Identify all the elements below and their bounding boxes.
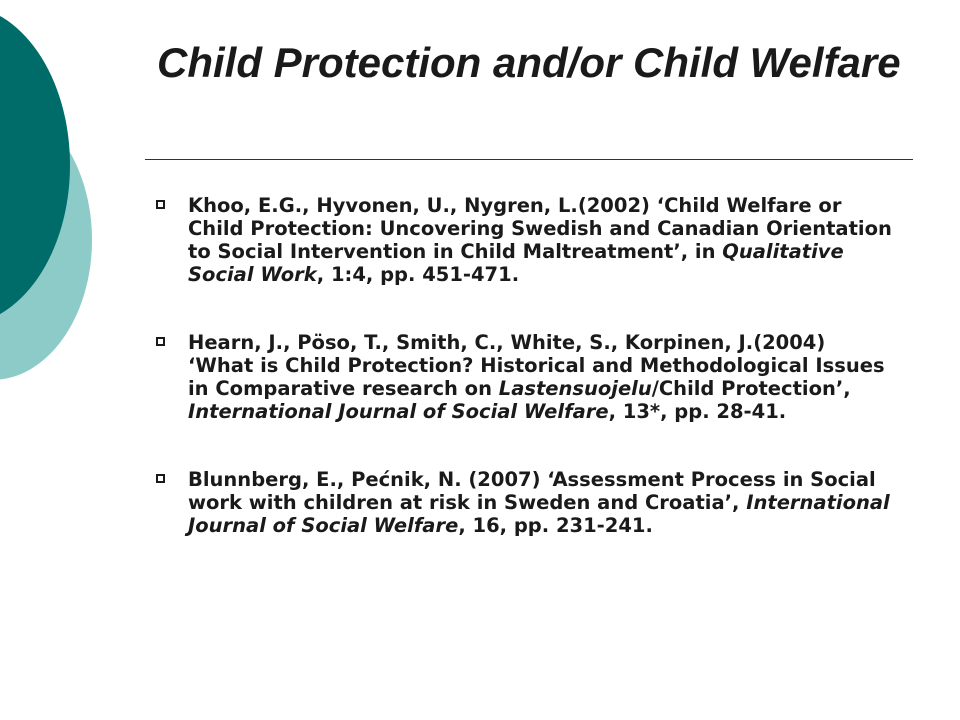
decorative-circles: [0, 0, 120, 400]
title-divider: [145, 159, 913, 160]
journal-title: International Journal of Social Welfare: [188, 491, 890, 537]
slide-title: Child Protection and/or Child Welfare: [157, 39, 901, 86]
reference-list: [156, 194, 896, 537]
journal-title: Qualitative Social Work: [188, 240, 844, 286]
journal-title: International Journal of Social Welfare: [188, 400, 609, 423]
hollow-square-icon: [156, 200, 165, 209]
reference-item: [156, 468, 896, 537]
reference-item: [156, 194, 896, 286]
hollow-square-icon: [156, 474, 165, 483]
reference-text: Blunnberg, E., Pećnik, N. (2007) ‘Assessment Process in Social work with children at risk in Sweden and Croatia’, International Journal of Social Welfare, 16, pp. 231-241.: [188, 468, 890, 537]
reference-text: Khoo, E.G., Hyvonen, U., Nygren, L.(2002) ‘Child Welfare or Child Protection: Uncovering Swedish and Canadian Orientation to Social Intervention in Child Maltreatment’, in Qualitative Social Work, 1:4, pp. 451-471.: [188, 194, 892, 286]
hollow-square-icon: [156, 337, 165, 346]
reference-item: [156, 331, 896, 423]
reference-text: Hearn, J., Pöso, T., Smith, C., White, S., Korpinen, J.(2004) ‘What is Child Protection? Historical and Methodological Issues in Comparative research on Lastensuojelu/Child Protection’, International Journal of Social Welfare, 13*, pp. 28-41.: [188, 331, 885, 423]
italic-term: Lastensuojelu: [498, 377, 652, 400]
